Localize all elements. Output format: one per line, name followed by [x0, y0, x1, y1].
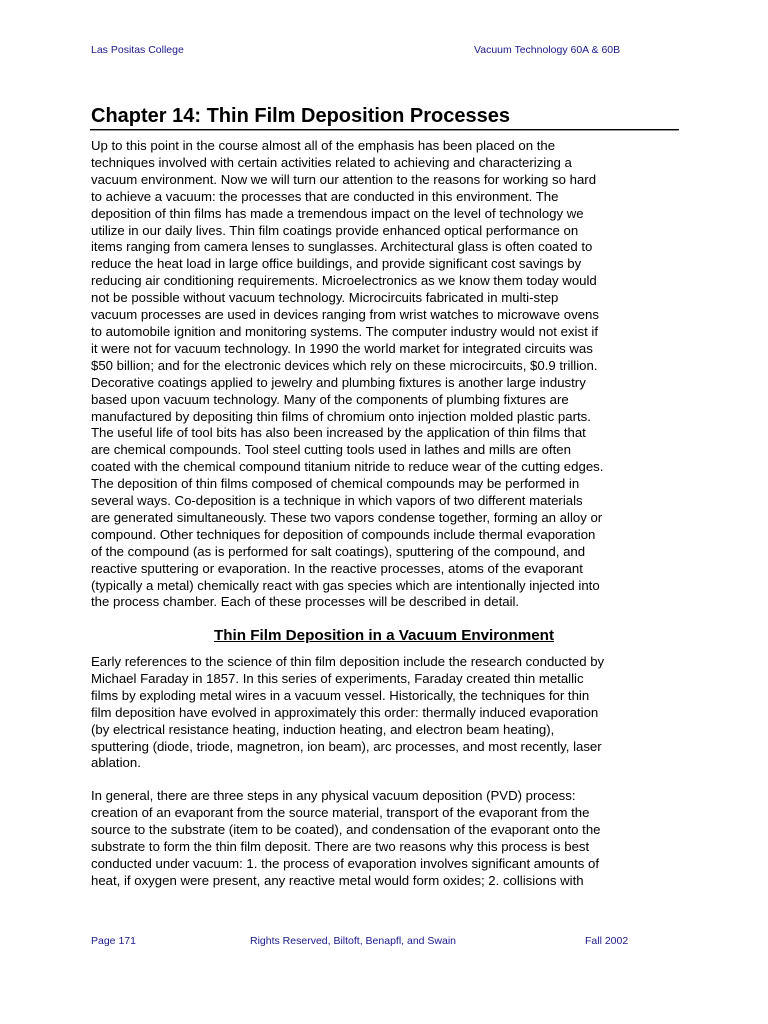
section-heading: Thin Film Deposition in a Vacuum Environment: [213, 627, 555, 644]
page-footer: [91, 935, 651, 951]
paragraph-line: source to the substrate (item to be coated), and condensation of the evaporant onto the: [91, 821, 601, 837]
paragraph-line: vacuum environment. Now we will turn our attention to the reasons for working so hard: [91, 171, 597, 187]
paragraph-line: coated with the chemical compound titanium nitride to reduce wear of the cutting edges.: [91, 459, 604, 475]
paragraph-line: (by electrical resistance heating, induction heating, and electron beam heating),: [91, 721, 555, 737]
paragraph-line: substrate to form the thin film deposit. There are two reasons why this process is best: [91, 838, 590, 854]
title-underline-rule: [90, 129, 679, 131]
paragraph-line: are generated simultaneously. These two vapors condense together, forming an alloy or: [91, 509, 603, 525]
paragraph-line: not be possible without vacuum technology. Microcircuits fabricated in multi-step: [91, 290, 559, 306]
paragraph-line: Up to this point in the course almost all of the emphasis has been placed on the: [91, 138, 556, 153]
header-course: Vacuum Technology 60A & 60B: [474, 44, 621, 56]
paragraph-line: ablation.: [91, 755, 141, 771]
paragraph-line: reduce the heat load in large office buildings, and provide significant cost savings by: [91, 256, 582, 272]
paragraph-line: The deposition of thin films composed of chemical compounds may be performed in: [91, 476, 580, 492]
paragraph-line: The useful life of tool bits has also been increased by the application of thin films that: [91, 425, 586, 441]
paragraph-line: items ranging from camera lenses to sunglasses. Architectural glass is often coated to: [91, 239, 593, 255]
paragraph-line: are chemical compounds. Tool steel cutting tools used in lathes and mills are often: [91, 442, 571, 458]
paragraph-line: Michael Faraday in 1857. In this series of experiments, Faraday created thin metallic: [91, 670, 584, 686]
paragraph-line: deposition of thin films has made a tremendous impact on the level of technology we: [91, 205, 584, 221]
footer-rights: Rights Reserved, Biltoft, Benapfl, and Swain: [250, 935, 457, 947]
page-header: [91, 44, 631, 60]
chapter-title: Chapter 14: Thin Film Deposition Processes: [91, 105, 510, 127]
pvd-steps-paragraph: [91, 788, 691, 889]
history-paragraph: [91, 654, 691, 772]
paragraph-line: techniques involved with certain activities related to achieving and characterizing a: [91, 154, 572, 170]
paragraph-line: Decorative coatings applied to jewelry and plumbing fixtures is another large industry: [91, 374, 586, 390]
paragraph-line: In general, there are three steps in any physical vacuum deposition (PVD) process:: [91, 788, 576, 803]
paragraph-line: based upon vacuum technology. Many of the components of plumbing fixtures are: [91, 391, 569, 407]
paragraph-line: the process chamber. Each of these processes will be described in detail.: [91, 594, 520, 610]
paragraph-line: film deposition have evolved in approximately this order: thermally induced evaporation: [91, 704, 599, 720]
header-institution: Las Positas College: [91, 44, 184, 56]
paragraph-line: to achieve a vacuum: the processes that are conducted in this environment. The: [91, 188, 559, 204]
paragraph-line: to automobile ignition and monitoring systems. The computer industry would not exist if: [91, 323, 598, 339]
paragraph-line: utilize in our daily lives. Thin film coatings provide enhanced optical performance on: [91, 222, 579, 238]
paragraph-line: sputtering (diode, triode, magnetron, ion beam), arc processes, and most recently, laser: [91, 738, 602, 754]
footer-page-number: Page 171: [91, 935, 136, 947]
paragraph-line: of the compound (as is performed for salt coatings), sputtering of the compound, and: [91, 543, 586, 559]
paragraph-line: Early references to the science of thin film deposition include the research conducted by: [91, 654, 605, 669]
paragraph-line: reactive sputtering or evaporation. In the reactive processes, atoms of the evaporant: [91, 560, 583, 576]
paragraph-line: creation of an evaporant from the source material, transport of the evaporant from the: [91, 804, 590, 820]
paragraph-line: conducted under vacuum: 1. the process of evaporation involves significant amounts of: [91, 855, 600, 871]
paragraph-line: it were not for vacuum technology. In 1990 the world market for integrated circuits was: [91, 340, 593, 356]
paragraph-line: compound. Other techniques for deposition of compounds include thermal evaporation: [91, 526, 596, 542]
paragraph-line: heat, if oxygen were present, any reactive metal would form oxides; 2. collisions with: [91, 872, 584, 888]
paragraph-line: (typically a metal) chemically react with gas species which are intentionally injected into: [91, 577, 600, 593]
intro-paragraph: [91, 138, 691, 611]
paragraph-line: $50 billion; and for the electronic devices which rely on these microcircuits, $0.9 trillion.: [91, 357, 598, 373]
footer-term: Fall 2002: [585, 935, 629, 947]
paragraph-line: several ways. Co-deposition is a technique in which vapors of two different materials: [91, 493, 583, 509]
paragraph-line: films by exploding metal wires in a vacuum vessel. Historically, the techniques for thin: [91, 687, 590, 703]
paragraph-line: manufactured by depositing thin films of chromium onto injection molded plastic parts.: [91, 408, 591, 424]
paragraph-line: reducing air conditioning requirements. Microelectronics as we know them today would: [91, 273, 597, 289]
paragraph-line: vacuum processes are used in devices ranging from wrist watches to microwave ovens: [91, 307, 599, 323]
